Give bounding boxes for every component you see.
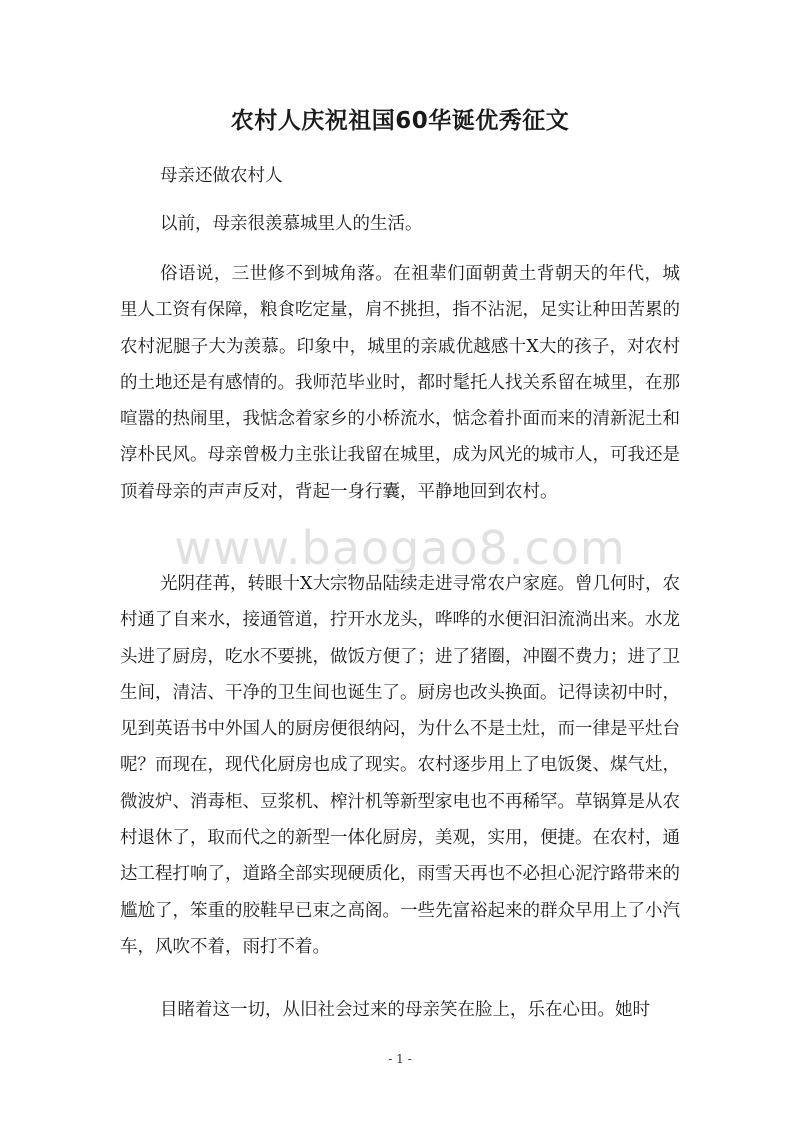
- watermark: www.baogao8.com: [174, 521, 626, 575]
- subtitle: 母亲还做农村人: [160, 166, 283, 186]
- paragraph: 俗语说，三世修不到城角落。在祖辈们面朝黄土背朝天的年代，城里人工资有保障，粮食吃定量，肩不挑担，指不沾泥，足实让种田苦累的农村泥腿子大为羡慕。印象中，城里的亲戚优越感十X大的孩子，对农村的土地还是有感情的。我师范毕业时，都时髦托人找关系留在城里，在那喧嚣的热闹里，我惦念着家乡的小桥流水，惦念着扑面而来的清新泥土和淳朴民风。母亲曾极力主张让我留在城里，成为风光的城市人，可我还是顶着母亲的声声反对，背起一身行囊，平静地回到农村。: [120, 264, 680, 502]
- page-number: - 1 -: [388, 1052, 412, 1066]
- document-title: 农村人庆祝祖国60华诞优秀征文: [230, 108, 570, 134]
- paragraph: 以前，母亲很羡慕城里人的生活。: [160, 214, 423, 234]
- paragraph: 光阴荏苒，转眼十X大宗物品陆续走进寻常农户家庭。曾几何时，农村通了自来水，接通管道，拧开水龙头，哗哗的水便汩汩流淌出来。水龙头进了厨房，吃水不要挑，做饭方便了；进了猪圈，冲圈不费力；进了卫生间，清洁、干净的卫生间也诞生了。厨房也改头换面。记得读初中时，见到英语书中外国人的厨房便很纳闷，为什么不是土灶，而一律是平灶台呢？而现在，现代化厨房也成了现实。农村逐步用上了电饭煲、煤气灶，微波炉、消毒柜、豆浆机、榨汁机等新型家电也不再稀罕。草锅算是从农村退休了，取而代之的新型一体化厨房，美观，实用，便捷。在农村，通达工程打响了，道路全部实现硬质化，雨雪天再也不必担心泥泞路带来的尴尬了，笨重的胶鞋早已束之高阁。一些先富裕起来的群众早用上了小汽车，风吹不着，雨打不着。: [120, 574, 680, 957]
- paragraph: 目睹着这一切，从旧社会过来的母亲笑在脸上，乐在心田。她时: [160, 1000, 650, 1020]
